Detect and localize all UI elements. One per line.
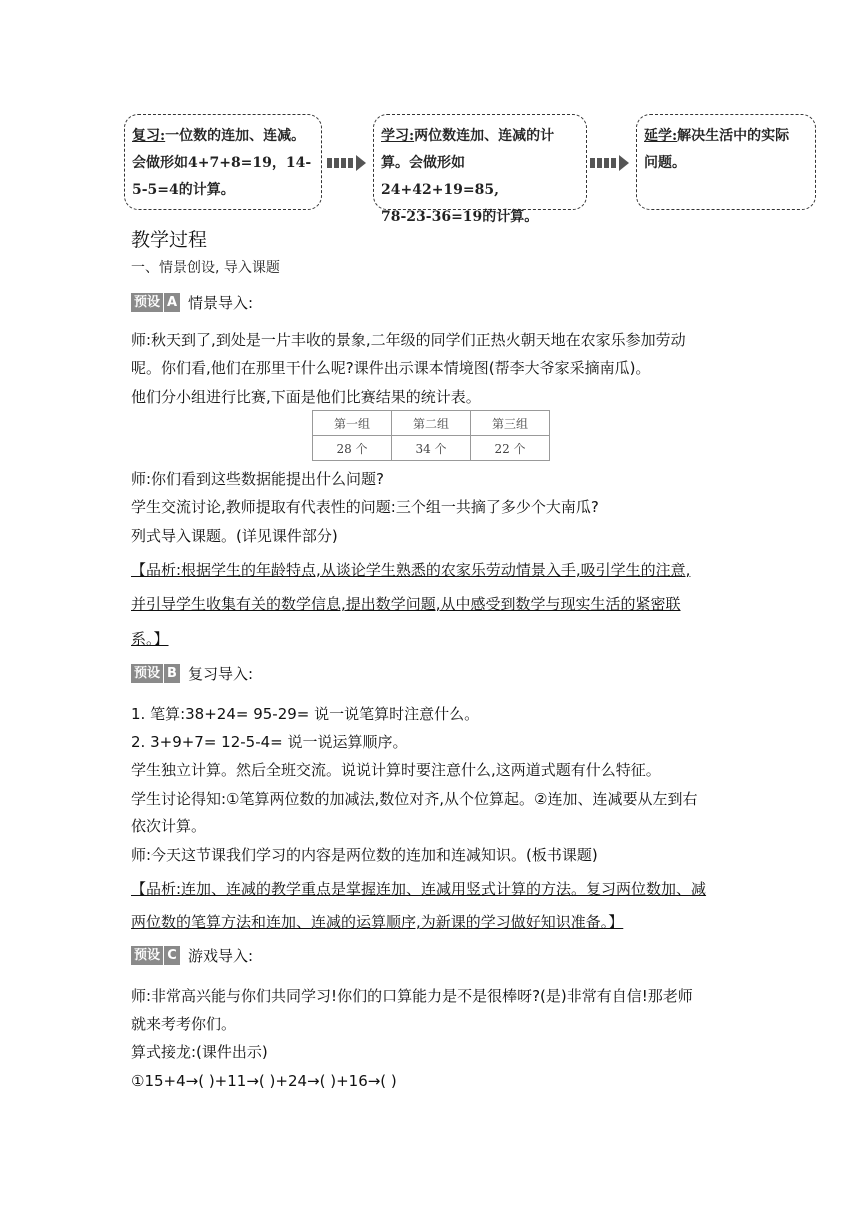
review-text-1: 一位数的连加、连减。 <box>165 128 306 144</box>
table-header-cell: 第一组 <box>313 411 392 436</box>
paragraph: 学生交流讨论,教师提取有代表性的问题:三个组一共摘了多少个大南瓜? <box>131 498 599 516</box>
review-box <box>124 114 322 210</box>
table-row <box>313 436 550 461</box>
preset-badge: 预设 C <box>131 946 180 965</box>
learn-text-3: 78-23-36=19的计算。 <box>381 209 539 225</box>
preset-a <box>131 292 253 313</box>
paragraph: 师:秋天到了,到处是一片丰收的景象,二年级的同学们正热火朝天地在农家乐参加劳动 <box>131 331 686 349</box>
learn-label: 学习: <box>381 128 415 144</box>
paragraph: 师:今天这节课我们学习的内容是两位数的连加和连减知识。(板书课题) <box>131 846 598 864</box>
paragraph: 算式接龙:(课件出示) <box>131 1043 268 1061</box>
paragraph: 呢。你们看,他们在那里干什么呢?课件出示课本情境图(帮李大爷家采摘南瓜)。 <box>131 359 651 377</box>
paragraph: 学生讨论得知:①笔算两位数的加减法,数位对齐,从个位算起。②连加、连减要从左到右 <box>131 790 698 808</box>
preset-c <box>131 945 253 966</box>
page-title: 教学过程 <box>131 229 208 251</box>
flow-arrow-icon <box>590 154 629 172</box>
preset-title: 复习导入: <box>188 665 254 683</box>
preset-badge: 预设 A <box>131 293 180 312</box>
exercise-line: ①15+4→( )+11→( )+24→( )+16→( ) <box>131 1072 397 1090</box>
preset-title: 情景导入: <box>188 294 254 312</box>
paragraph: 学生独立计算。然后全班交流。说说计算时要注意什么,这两道式题有什么特征。 <box>131 761 661 779</box>
table-cell: 28 个 <box>313 436 392 461</box>
analysis-note: 系。】 <box>131 630 169 648</box>
paragraph: 依次计算。 <box>131 817 207 835</box>
review-text-3: 5-5=4的计算。 <box>132 182 235 198</box>
extend-label: 延学: <box>644 128 678 144</box>
review-label: 复习: <box>132 128 166 144</box>
table-row <box>313 411 550 436</box>
extend-text-2: 问题。 <box>644 155 686 171</box>
paragraph: 师:非常高兴能与你们共同学习!你们的口算能力是不是很棒呀?(是)非常有自信!那老师 <box>131 987 693 1005</box>
analysis-note: 【品析:连加、连减的教学重点是掌握连加、连减用竖式计算的方法。复习两位数加、减 <box>131 880 707 898</box>
paragraph: 师:你们看到这些数据能提出什么问题? <box>131 470 385 488</box>
extend-text-1: 解决生活中的实际 <box>677 128 790 144</box>
learn-box <box>373 114 587 225</box>
table-header-cell: 第二组 <box>392 411 471 436</box>
learn-text-1: 两位数连加、连减的计 <box>414 128 555 144</box>
learn-text-2: 算。会做形如24+42+19=85, <box>381 155 499 198</box>
preset-b <box>131 663 253 684</box>
section-heading: 一、情景创设, 导入课题 <box>131 260 280 276</box>
flow-arrow-icon <box>327 154 366 172</box>
exercise-line: 2. 3+9+7= 12-5-4= 说一说运算顺序。 <box>131 733 408 751</box>
analysis-note: 【品析:根据学生的年龄特点,从谈论学生熟悉的农家乐劳动情景入手,吸引学生的注意, <box>131 561 691 579</box>
paragraph: 列式导入课题。(详见课件部分) <box>131 527 338 545</box>
paragraph: 他们分小组进行比赛,下面是他们比赛结果的统计表。 <box>131 388 481 406</box>
paragraph: 就来考考你们。 <box>131 1015 237 1033</box>
exercise-line: 1. 笔算:38+24= 95-29= 说一说笔算时注意什么。 <box>131 705 480 723</box>
extend-box <box>636 114 816 210</box>
preset-title: 游戏导入: <box>188 947 254 965</box>
lesson-flow <box>124 114 824 225</box>
review-text-2: 会做形如4+7+8=19，14- <box>132 155 312 171</box>
analysis-note: 并引导学生收集有关的数学信息,提出数学问题,从中感受到数学与现实生活的紧密联 <box>131 595 681 613</box>
preset-badge: 预设 B <box>131 664 180 683</box>
table-header-cell: 第三组 <box>471 411 550 436</box>
analysis-note: 两位数的笔算方法和连加、连减的运算顺序,为新课的学习做好知识准备。】 <box>131 913 624 931</box>
table-cell: 34 个 <box>392 436 471 461</box>
stats-table <box>312 410 550 461</box>
table-cell: 22 个 <box>471 436 550 461</box>
